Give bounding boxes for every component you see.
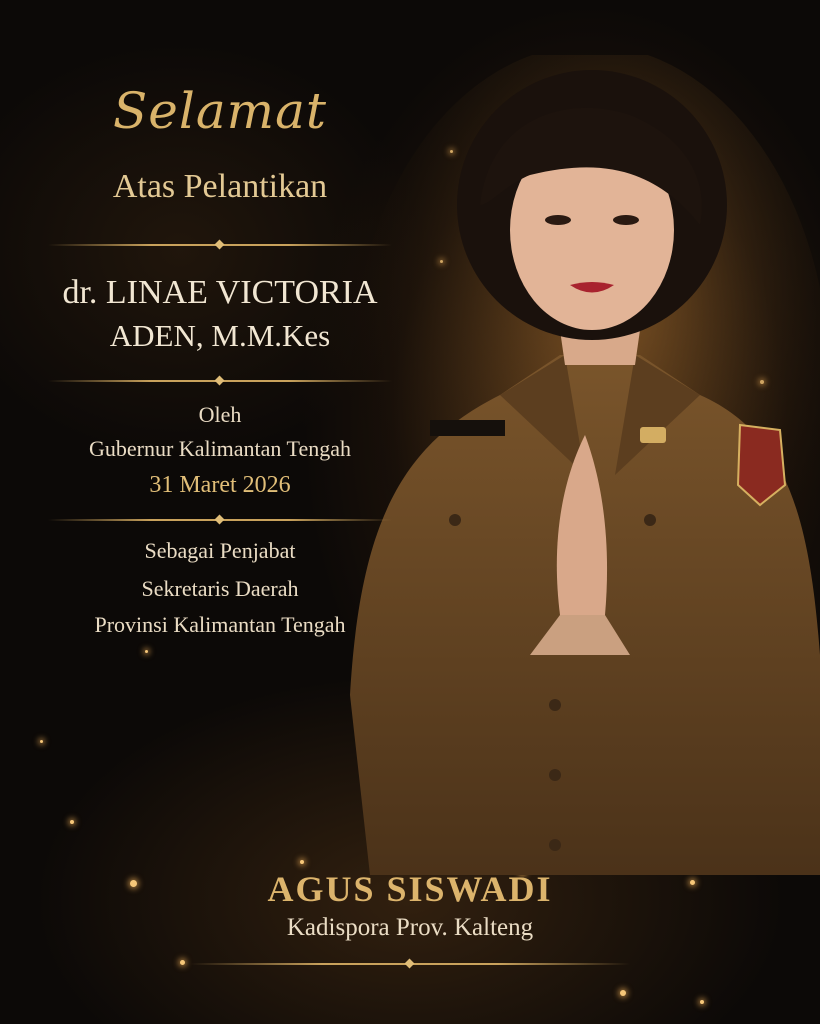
position-line1: Sebagai Penjabat: [144, 538, 296, 563]
position-line2: Sekretaris Daerah: [141, 576, 299, 601]
sparkle: [40, 740, 43, 743]
sender-title: Kadispora Prov. Kalteng: [286, 914, 534, 941]
position-line3: Provinsi Kalimantan Tengah: [94, 612, 346, 637]
honoree-name-line2: ADEN, M.M.Kes: [109, 318, 331, 353]
sparkle: [180, 960, 185, 965]
sparkle: [700, 1000, 704, 1004]
portrait-illustration: [330, 55, 820, 875]
inaugurated-by-label: Oleh: [198, 402, 242, 427]
sparkle: [620, 990, 626, 996]
greeting-script-title: Selamat: [113, 82, 327, 140]
sparkle: [145, 650, 148, 653]
official-portrait: [330, 55, 820, 875]
inauguration-date: 31 Maret 2026: [149, 472, 291, 498]
sparkle: [300, 860, 304, 864]
greeting-subtitle: Atas Pelantikan: [112, 168, 328, 205]
sender-name: AGUS SISWADI: [267, 869, 553, 909]
sparkle: [70, 820, 74, 824]
honoree-name-line1: dr. LINAE VICTORIA: [62, 274, 378, 311]
inaugurated-by: Gubernur Kalimantan Tengah: [89, 436, 351, 461]
